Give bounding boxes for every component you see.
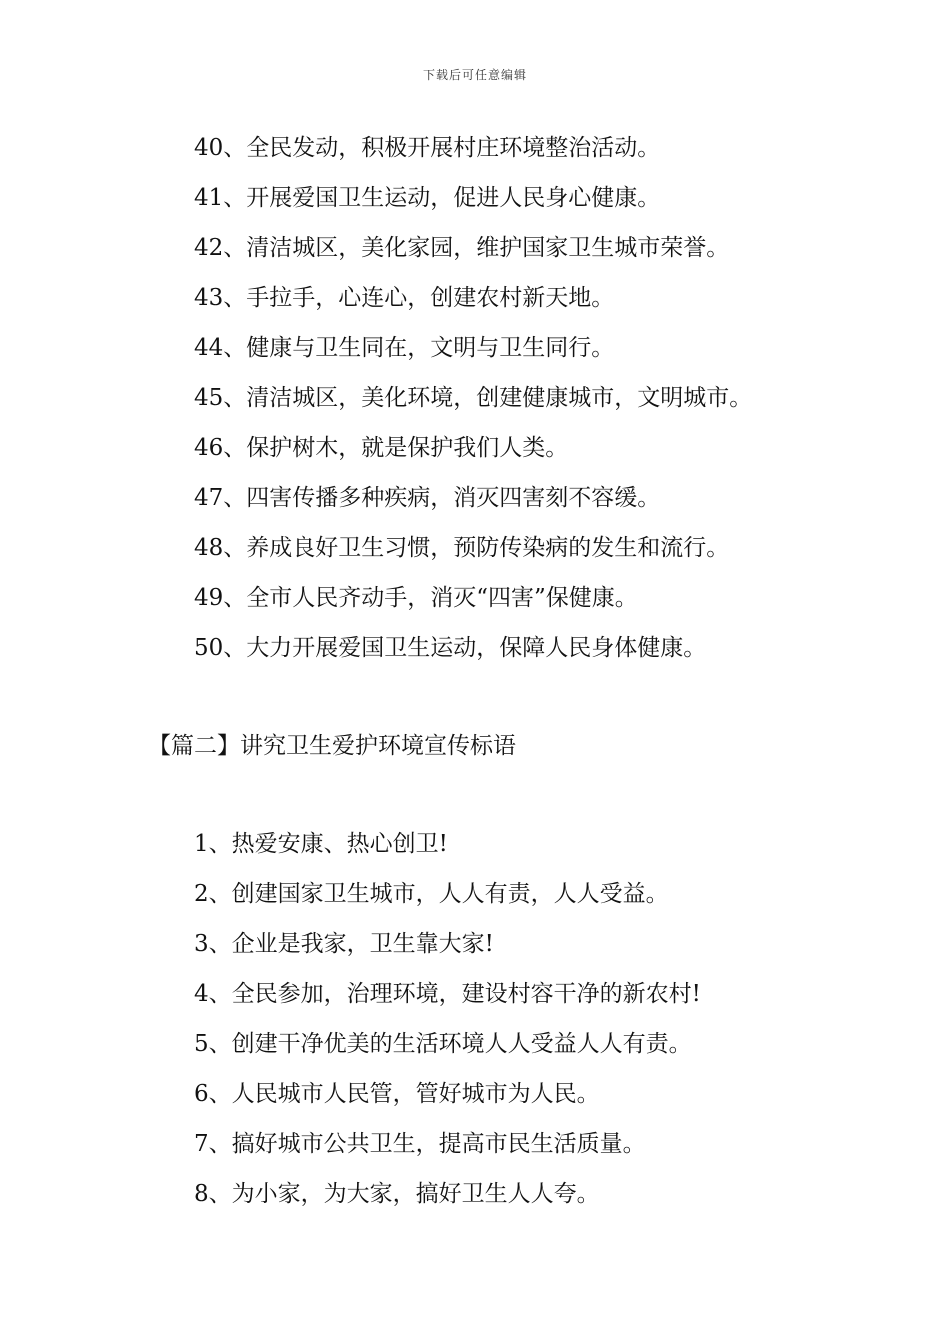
list-item: 7、搞好城市公共卫生，提高市民生活质量。 (194, 1131, 646, 1157)
slogan-list-part-two (194, 830, 701, 1230)
list-item: 2、创建国家卫生城市，人人有责，人人受益。 (194, 881, 669, 907)
list-item: 46、保护树木，就是保护我们人类。 (194, 435, 569, 461)
list-item: 43、手拉手，心连心，创建农村新天地。 (194, 285, 615, 311)
list-item: 44、健康与卫生同在，文明与卫生同行。 (194, 335, 615, 361)
list-item: 47、四害传播多种疾病，消灭四害刻不容缓。 (194, 485, 661, 511)
list-item: 5、创建干净优美的生活环境人人受益人人有责。 (194, 1031, 692, 1057)
list-item: 40、全民发动，积极开展村庄环境整治活动。 (194, 135, 661, 161)
list-item: 41、开展爱国卫生运动，促进人民身心健康。 (194, 185, 661, 211)
list-item: 4、全民参加，治理环境，建设村容干净的新农村! (194, 981, 701, 1007)
list-item: 1、热爱安康、热心创卫! (194, 831, 448, 857)
list-item: 45、清洁城区，美化环境，创建健康城市，文明城市。 (194, 385, 753, 411)
page-header: 下载后可任意编辑 (422, 68, 527, 82)
list-item: 50、大力开展爱国卫生运动，保障人民身体健康。 (194, 635, 707, 661)
list-item: 48、养成良好卫生习惯，预防传染病的发生和流行。 (194, 535, 730, 561)
list-item: 42、清洁城区，美化家园，维护国家卫生城市荣誉。 (194, 235, 730, 261)
list-item: 3、企业是我家，卫生靠大家! (194, 931, 494, 957)
slogan-list-part-one (194, 134, 752, 684)
list-item: 49、全市人民齐动手，消灭“四害”保健康。 (194, 585, 638, 611)
section-heading: 【篇二】讲究卫生爱护环境宣传标语 (148, 733, 516, 759)
list-item: 8、为小家，为大家，搞好卫生人人夸。 (194, 1181, 600, 1207)
list-item: 6、人民城市人民管，管好城市为人民。 (194, 1081, 600, 1107)
